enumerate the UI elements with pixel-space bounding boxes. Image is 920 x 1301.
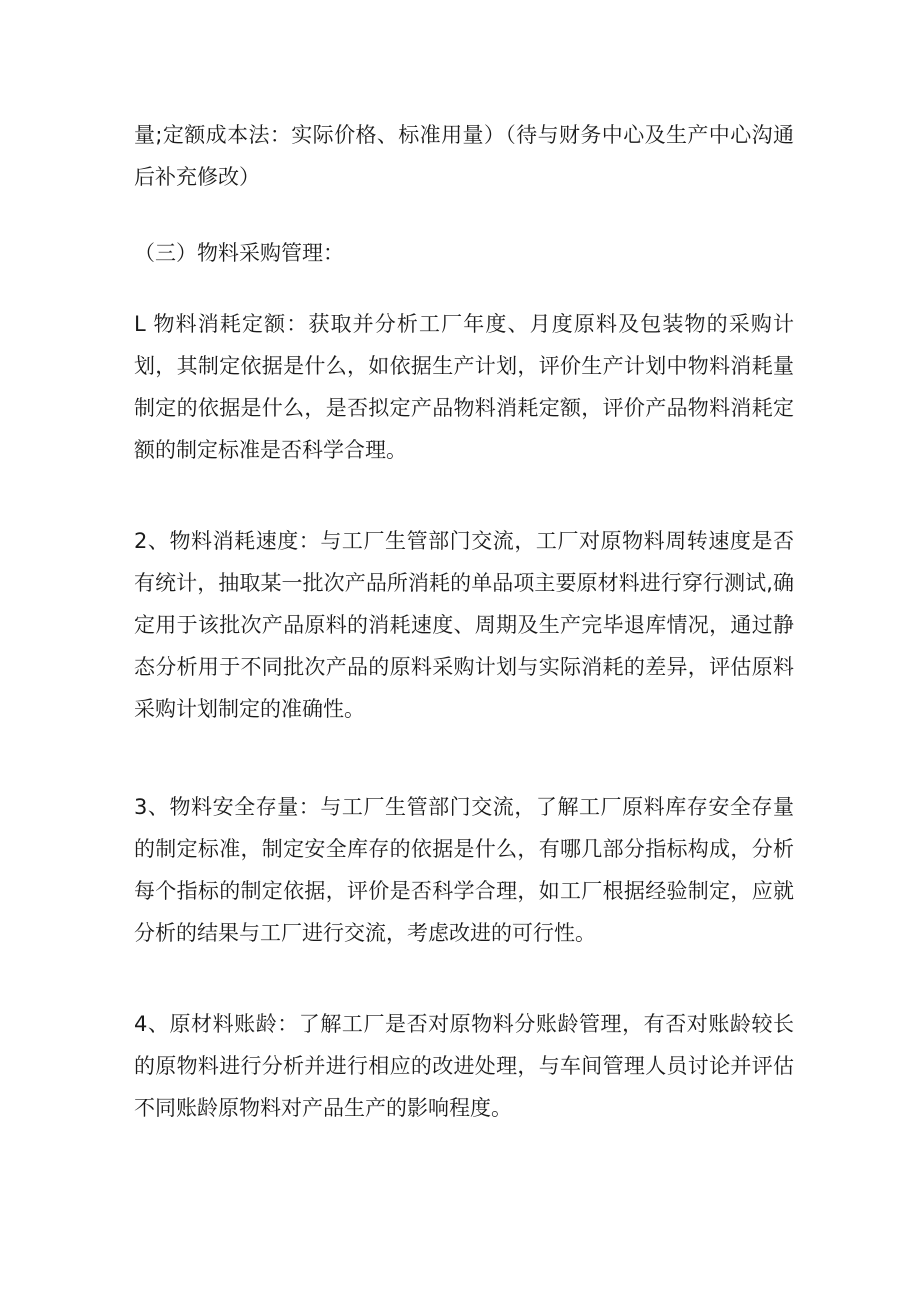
- paragraph-material-consumption-speed: 2、物料消耗速度：与工厂生管部门交流，工厂对原物料周转速度是否有统计，抽取某一批次产品所消耗的单品项主要原材料进行穿行测试,确定用于该批次产品原料的消耗速度、周期及生产完毕退库情况，通过静态分析用于不同批次产品的原料采购计划与实际消耗的差异，评估原料采购计划制定的准确性。: [134, 529, 794, 721]
- paragraph-material-consumption-quota: L 物料消耗定额：获取并分析工厂年度、月度原料及包装物的采购计划，其制定依据是什么，如依据生产计划，评价生产计划中物料消耗量制定的依据是什么，是否拟定产品物料消耗定额，评价产品物料消耗定额的制定标准是否科学合理。: [134, 312, 794, 462]
- paragraph-raw-material-aging: 4、原材料账龄：了解工厂是否对原物料分账龄管理，有否对账龄较长的原物料进行分析并进行相应的改进处理，与车间管理人员讨论并评估不同账龄原物料对产品生产的影响程度。: [134, 1012, 794, 1120]
- paragraph-cost-method: 量;定额成本法：实际价格、标准用量）（待与财务中心及生产中心沟通后补充修改）: [134, 123, 794, 189]
- paragraph-material-safety-stock: 3、物料安全存量：与工厂生管部门交流，了解工厂原料库存安全存量的制定标准，制定安全库存的依据是什么，有哪几部分指标构成，分析每个指标的制定依据，评价是否科学合理，如工厂根据经验制定，应就分析的结果与工厂进行交流，考虑改进的可行性。: [134, 795, 794, 945]
- section-heading-material-procurement: （三）物料采购管理：: [134, 241, 344, 265]
